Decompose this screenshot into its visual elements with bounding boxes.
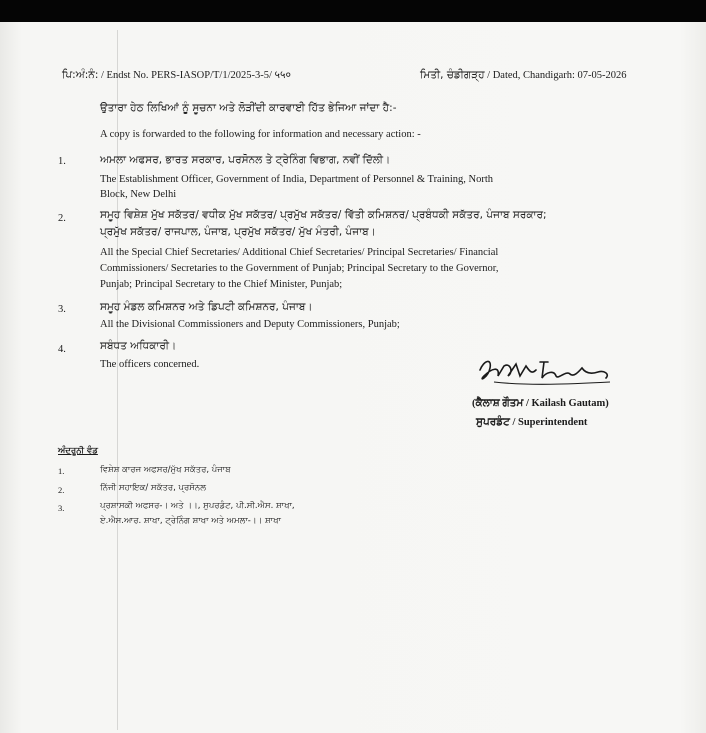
- item-2-pa-line2: ਪ੍ਰਮੁੱਖ ਸਕੱਤਰ/ ਰਾਜਪਾਲ, ਪੰਜਾਬ, ਪ੍ਰਮੁੱਖ ਸਕੱਤਰ/ ਮੁੱਖ ਮੰਤਰੀ, ਪੰਜਾਬ।: [100, 226, 376, 238]
- item-2-number: 2.: [58, 213, 66, 224]
- signatory-title: ਸੁਪਰਡੰਟ / Superintendent: [476, 417, 588, 428]
- endst-number: / Endst No. PERS-IASOP/T/1/2025-3-5/ ५५०: [100, 70, 291, 81]
- item-4-en: The officers concerned.: [100, 359, 200, 370]
- item-2-en-line3: Punjab; Principal Secretary to the Chief Minister, Punjab;: [100, 279, 343, 290]
- item-1-pa: ਅਮਲਾ ਅਫਸਰ, ਭਾਰਤ ਸਰਕਾਰ, ਪਰਸੋਨਲ ਤੇ ਟ੍ਰੇਨਿੰਗ ਵਿਭਾਗ, ਨਵੀਂ ਦਿੱਲੀ।: [100, 154, 391, 166]
- item-2-en-line1: All the Special Chief Secretaries/ Additional Chief Secretaries/ Principal Secretaries/ Financial: [100, 247, 499, 258]
- internal-3-text-line1: ਪ੍ਰਸ਼ਾਸਕੀ ਅਫਸਰ-। ਅਤੇ ।।, ਸੁਪਰਡੰਟ, ਪੀ.ਸੀ.ਐਸ. ਸ਼ਾਖਾ,: [100, 501, 295, 511]
- date-value: / Dated, Chandigarh: 07-05-2026: [487, 70, 627, 81]
- internal-3-text-line2: ਏ.ਐਸ.ਆਰ. ਸ਼ਾਖਾ, ਟ੍ਰੇਨਿੰਗ ਸ਼ਾਖਾ ਅਤੇ ਅਮਲਾ-।। ਸ਼ਾਖਾ: [100, 516, 281, 526]
- internal-1-text: ਵਿਸ਼ੇਸ਼ ਕਾਰਜ ਅਫਸਰ/ਮੁੱਖ ਸਕੱਤਰ, ਪੰਜਾਬ: [100, 465, 231, 475]
- item-4-pa: ਸਬੰਧਤ ਅਧਿਕਾਰੀ।: [100, 340, 177, 352]
- item-4-number: 4.: [58, 344, 66, 355]
- internal-1-number: 1.: [58, 466, 65, 476]
- internal-2-text: ਨਿੱਜੀ ਸਹਾਇਕ/ ਸਕੱਤਰ, ਪ੍ਰਸੋਨਲ: [100, 483, 206, 493]
- item-1-number: 1.: [58, 156, 66, 167]
- item-2-pa-line1: ਸਮੂਹ ਵਿਸ਼ੇਸ਼ ਮੁੱਖ ਸਕੱਤਰ/ ਵਧੀਕ ਮੁੱਖ ਸਕੱਤਰ/ ਪ੍ਰਮੁੱਖ ਸਕੱਤਰ/ ਵਿੱਤੀ ਕਮਿਸ਼ਨਰ/ ਪ੍ਰਬੰਧਕੀ ਸਕੱਤਰ, ਪੰਜਾਬ ਸਰਕਾਰ;: [100, 209, 547, 221]
- signatory-name: (ਕੈਲਾਸ਼ ਗੌਤਮ / Kailash Gautam): [472, 398, 609, 409]
- date-label-pa: ਮਿਤੀ, ਚੰਡੀਗੜ੍ਹ: [420, 69, 485, 81]
- item-3-en: All the Divisional Commissioners and Deputy Commissioners, Punjab;: [100, 319, 400, 330]
- handwritten-signature: [470, 352, 620, 392]
- top-black-bar: [0, 0, 706, 22]
- endst-label-pa: ਪਿ:ਅੰ:ਨੰ:: [62, 69, 99, 81]
- item-3-pa: ਸਮੂਹ ਮੰਡਲ ਕਮਿਸ਼ਨਰ ਅਤੇ ਡਿਪਟੀ ਕਮਿਸ਼ਨਰ, ਪੰਜਾਬ।: [100, 301, 313, 313]
- date-line: [420, 69, 627, 82]
- forward-note-en: A copy is forwarded to the following for information and necessary action: -: [100, 129, 421, 140]
- item-1-en-line2: Block, New Delhi: [100, 189, 177, 200]
- forward-note-pa: ਉਤਾਰਾ ਹੇਠ ਲਿਖਿਆਂ ਨੂੰ ਸੂਚਨਾ ਅਤੇ ਲੋੜੀਂਦੀ ਕਾਰਵਾਈ ਹਿੱਤ ਭੇਜਿਆ ਜਾਂਦਾ ਹੈ:-: [100, 102, 397, 114]
- endst-line: [62, 69, 291, 82]
- internal-3-number: 3.: [58, 503, 65, 513]
- internal-2-number: 2.: [58, 485, 65, 495]
- internal-heading: ਅੰਦਰੂਨੀ ਵੰਡ: [58, 446, 98, 456]
- item-3-number: 3.: [58, 304, 66, 315]
- item-1-en-line1: The Establishment Officer, Government of India, Department of Personnel & Training, North: [100, 174, 494, 185]
- item-2-en-line2: Commissioners/ Secretaries to the Government of Punjab; Principal Secretary to the Governor,: [100, 263, 499, 274]
